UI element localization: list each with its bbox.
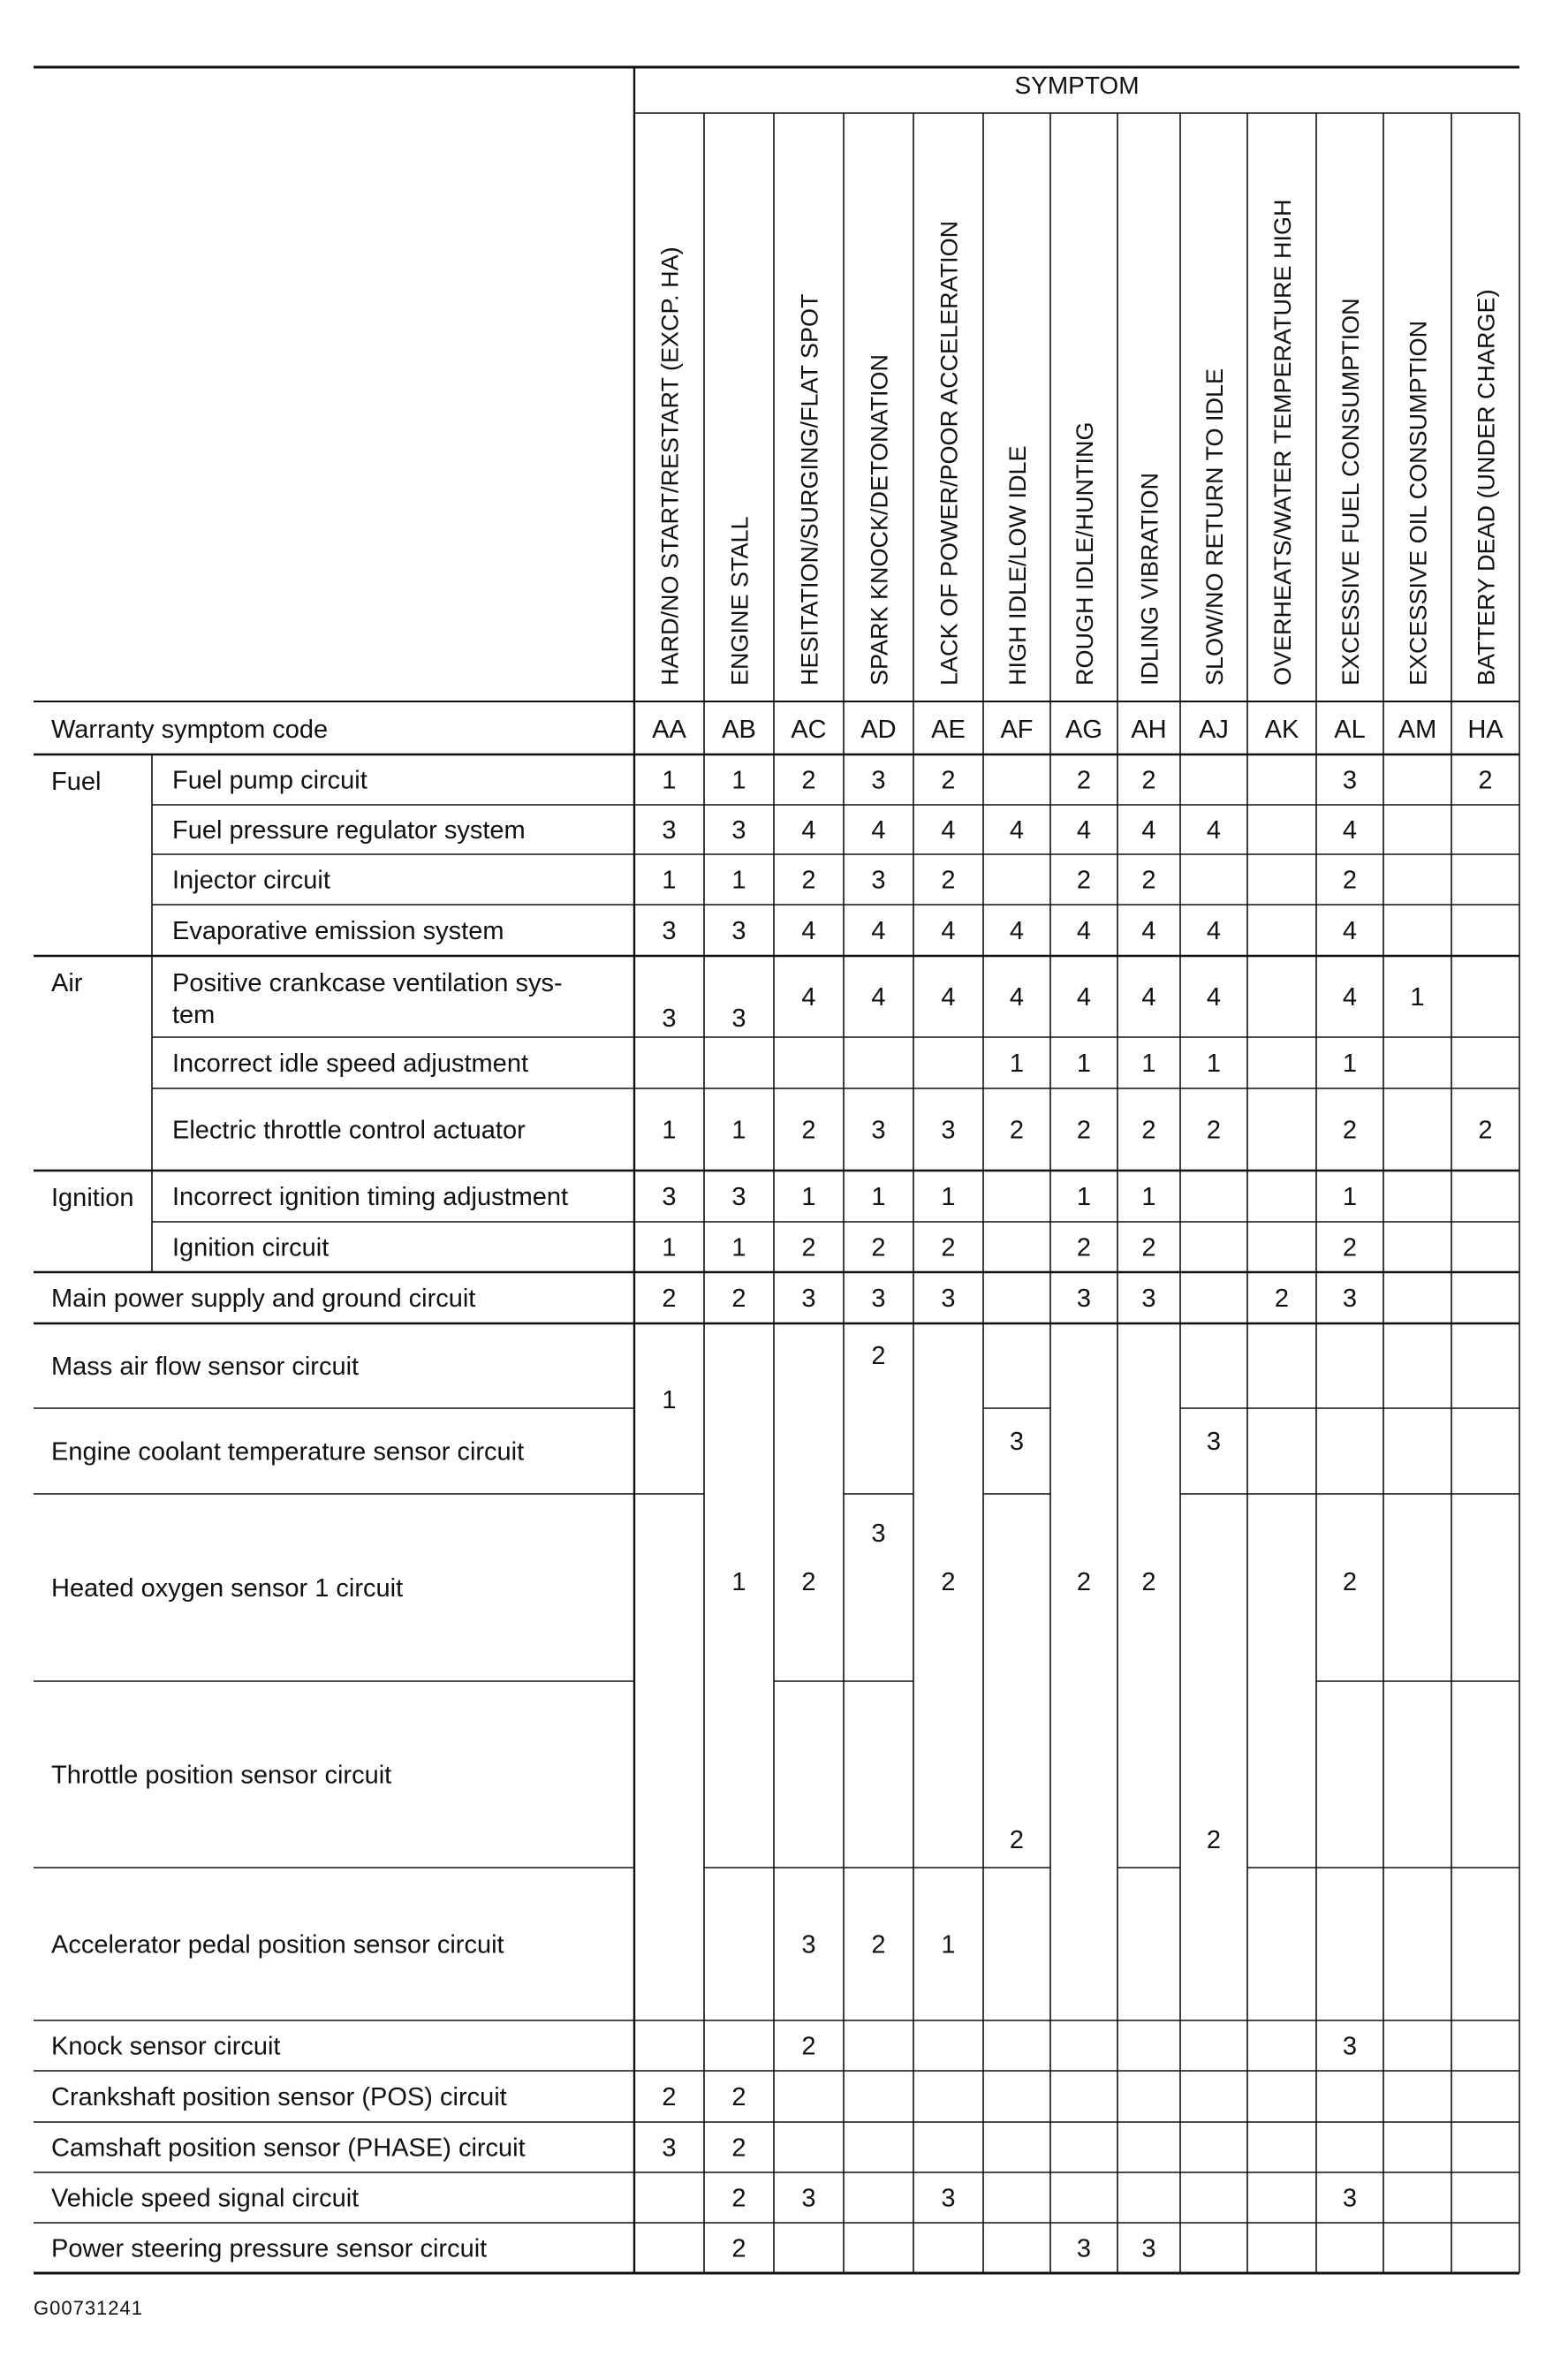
cell-value: 3 xyxy=(1342,2032,1358,2061)
cell-value: 3 xyxy=(731,917,746,945)
cell-value: 1 xyxy=(662,1116,677,1145)
cell-value: 2 xyxy=(1342,1233,1358,1262)
cell-value: 3 xyxy=(1009,1428,1025,1456)
cell-value: 2 xyxy=(941,766,956,795)
cell-value: 2 xyxy=(731,1285,746,1313)
cell-value: 3 xyxy=(1206,1428,1222,1456)
row-label: Mass air flow sensor circuit xyxy=(51,1353,360,1381)
row-label: Incorrect idle speed adjustment xyxy=(172,1050,528,1078)
row-label: Ignition circuit xyxy=(172,1233,330,1262)
cell-value: 4 xyxy=(1009,917,1025,945)
symptom-code: AA xyxy=(652,716,686,744)
cell-value: 3 xyxy=(801,1285,816,1313)
cell-value: 4 xyxy=(871,917,886,945)
cell-value: 3 xyxy=(662,2134,677,2163)
cell-value: 2 xyxy=(731,2134,746,2163)
cell-value: 3 xyxy=(662,1183,677,1211)
symptom-name: EXCESSIVE OIL CONSUMPTION xyxy=(1405,320,1432,686)
cell-value: 4 xyxy=(1206,917,1222,945)
cell-value: 1 xyxy=(1206,1050,1222,1078)
symptom-name: OVERHEATS/WATER TEMPERATURE HIGH xyxy=(1269,199,1296,686)
symptom-heading: SYMPTOM xyxy=(1014,72,1140,99)
cell-value: 1 xyxy=(1342,1183,1358,1211)
symptom-name: IDLING VIBRATION xyxy=(1136,472,1163,686)
cell-value: 1 xyxy=(662,866,677,895)
figure-id: G00731241 xyxy=(34,2297,143,2319)
cell-value: 1 xyxy=(871,1183,886,1211)
cell-value: 1 xyxy=(662,1233,677,1262)
row-label: Injector circuit xyxy=(172,866,330,895)
code-row-label: Warranty symptom code xyxy=(51,716,329,744)
cell-value: 2 xyxy=(1478,766,1493,795)
cell-value: 2 xyxy=(1342,1116,1358,1145)
cell-value: 1 xyxy=(1410,983,1425,1012)
cell-value: 4 xyxy=(1141,816,1156,845)
cell-value: 2 xyxy=(1274,1285,1290,1313)
cell-value: 2 xyxy=(1009,1826,1025,1854)
cell-value: 2 xyxy=(1478,1116,1493,1145)
cell-value: 2 xyxy=(731,2083,746,2111)
cell-value: 4 xyxy=(871,816,886,845)
row-label: Heated oxygen sensor 1 circuit xyxy=(51,1574,404,1603)
symptom-name: SPARK KNOCK/DETONATION xyxy=(866,353,893,686)
cell-value: 2 xyxy=(1141,1233,1156,1262)
cell-value: 3 xyxy=(941,1285,956,1313)
symptom-name: HIGH IDLE/LOW IDLE xyxy=(1004,445,1031,686)
cell-value: 2 xyxy=(1076,1233,1092,1262)
symptom-name: EXCESSIVE FUEL CONSUMPTION xyxy=(1337,298,1364,686)
row-label: Accelerator pedal position sensor circuit xyxy=(51,1930,504,1959)
cell-value: 4 xyxy=(941,983,956,1012)
cell-value: 3 xyxy=(1342,1285,1358,1313)
cell-value: 2 xyxy=(731,2234,746,2263)
row-label: Electric throttle control actuator xyxy=(172,1116,526,1145)
group-label: Fuel xyxy=(51,768,102,796)
cell-value: 3 xyxy=(871,766,886,795)
row-label: Camshaft position sensor (PHASE) circuit xyxy=(51,2134,526,2163)
cell-value: 3 xyxy=(1342,766,1358,795)
table-text xyxy=(51,72,1504,2263)
symptom-code: AJ xyxy=(1199,716,1229,744)
row-label: Incorrect ignition timing adjustment xyxy=(172,1183,569,1211)
cell-value: 2 xyxy=(941,1568,956,1596)
symptom-code: AC xyxy=(791,716,827,744)
cell-value: 4 xyxy=(941,917,956,945)
cell-value: 4 xyxy=(871,983,886,1012)
cell-value: 2 xyxy=(1141,1116,1156,1145)
cell-value: 2 xyxy=(731,2184,746,2213)
cell-value: 2 xyxy=(801,866,816,895)
symptom-code: HA xyxy=(1467,716,1504,744)
symptom-code: AM xyxy=(1398,716,1437,744)
cell-value: 3 xyxy=(731,1004,746,1033)
cell-value: 2 xyxy=(1342,1568,1358,1596)
cell-value: 4 xyxy=(1342,816,1358,845)
cell-value: 1 xyxy=(941,1930,956,1959)
symptom-code: AE xyxy=(931,716,966,744)
cell-value: 4 xyxy=(801,816,816,845)
cell-value: 2 xyxy=(941,1233,956,1262)
cell-value: 1 xyxy=(1141,1050,1156,1078)
symptom-name: BATTERY DEAD (UNDER CHARGE) xyxy=(1473,289,1500,686)
cell-value: 3 xyxy=(1076,2234,1092,2263)
cell-value: 4 xyxy=(1342,983,1358,1012)
symptom-code: AL xyxy=(1334,716,1366,744)
row-label: Power steering pressure sensor circuit xyxy=(51,2234,488,2263)
cell-value: 3 xyxy=(731,816,746,845)
cell-value: 4 xyxy=(801,983,816,1012)
cell-value: 3 xyxy=(801,1930,816,1959)
row-label: Positive crankcase ventilation sys- xyxy=(172,969,563,997)
cell-value: 2 xyxy=(801,1116,816,1145)
cell-value: 3 xyxy=(1076,1285,1092,1313)
cell-value: 3 xyxy=(801,2184,816,2213)
cell-value: 2 xyxy=(1076,1568,1092,1596)
cell-value: 2 xyxy=(662,1285,677,1313)
row-label: Main power supply and ground circuit xyxy=(51,1285,476,1313)
symptom-code: AB xyxy=(722,716,756,744)
cell-value: 2 xyxy=(801,2032,816,2061)
cell-value: 4 xyxy=(941,816,956,845)
cell-value: 3 xyxy=(941,2184,956,2213)
row-label: Throttle position sensor circuit xyxy=(51,1761,392,1790)
cell-value: 2 xyxy=(801,1568,816,1596)
symptom-name: LACK OF POWER/POOR ACCELERATION xyxy=(936,220,963,686)
cell-value: 3 xyxy=(662,917,677,945)
cell-value: 4 xyxy=(1076,816,1092,845)
symptom-code: AK xyxy=(1264,716,1299,744)
cell-value: 1 xyxy=(1076,1183,1092,1211)
cell-value: 2 xyxy=(801,1233,816,1262)
cell-value: 3 xyxy=(871,866,886,895)
cell-value: 4 xyxy=(1076,983,1092,1012)
group-label: Air xyxy=(51,969,83,997)
cell-value: 3 xyxy=(1141,2234,1156,2263)
cell-value: 2 xyxy=(1076,1116,1092,1145)
cell-value: 1 xyxy=(662,766,677,795)
cell-value: 4 xyxy=(1009,983,1025,1012)
cell-value: 2 xyxy=(1076,866,1092,895)
cell-value: 1 xyxy=(1141,1183,1156,1211)
cell-value: 1 xyxy=(662,1386,677,1414)
row-label: Vehicle speed signal circuit xyxy=(51,2184,360,2213)
cell-value: 2 xyxy=(1076,766,1092,795)
row-label: Fuel pressure regulator system xyxy=(172,816,526,845)
cell-value: 2 xyxy=(1206,1826,1222,1854)
cell-value: 1 xyxy=(731,1233,746,1262)
cell-value: 2 xyxy=(1141,766,1156,795)
cell-value: 3 xyxy=(1342,2184,1358,2213)
cell-value: 1 xyxy=(801,1183,816,1211)
row-label: tem xyxy=(172,1001,216,1029)
cell-value: 2 xyxy=(941,866,956,895)
group-label: Ignition xyxy=(51,1184,134,1212)
cell-value: 2 xyxy=(1342,866,1358,895)
cell-value: 2 xyxy=(871,1930,886,1959)
cell-value: 4 xyxy=(1076,917,1092,945)
cell-value: 4 xyxy=(801,917,816,945)
symptom-code: AF xyxy=(1000,716,1034,744)
cell-value: 3 xyxy=(871,1520,886,1548)
row-label: Engine coolant temperature sensor circuit xyxy=(51,1437,525,1467)
symptom-code: AH xyxy=(1131,716,1167,744)
cell-value: 2 xyxy=(1206,1116,1222,1145)
row-label: Fuel pump circuit xyxy=(172,766,367,795)
cell-value: 2 xyxy=(871,1342,886,1370)
cell-value: 2 xyxy=(871,1233,886,1262)
cell-value: 2 xyxy=(801,766,816,795)
cell-value: 1 xyxy=(1342,1050,1358,1078)
symptom-name: SLOW/NO RETURN TO IDLE xyxy=(1201,368,1228,686)
symptom-name: ROUGH IDLE/HUNTING xyxy=(1072,421,1098,686)
cell-value: 3 xyxy=(731,1183,746,1211)
cell-value: 4 xyxy=(1141,983,1156,1012)
cell-value: 3 xyxy=(941,1116,956,1145)
cell-value: 3 xyxy=(871,1116,886,1145)
cell-value: 2 xyxy=(1141,866,1156,895)
cell-value: 2 xyxy=(1141,1568,1156,1596)
row-label: Evaporative emission system xyxy=(172,917,504,945)
row-label: Crankshaft position sensor (POS) circuit xyxy=(51,2083,507,2111)
symptom-code: AD xyxy=(860,716,897,744)
cell-value: 1 xyxy=(731,1116,746,1145)
row-label: Knock sensor circuit xyxy=(51,2032,281,2061)
cell-value: 1 xyxy=(1009,1050,1025,1078)
symptom-name: HESITATION/SURGING/FLAT SPOT xyxy=(796,293,823,686)
cell-value: 4 xyxy=(1141,917,1156,945)
cell-value: 1 xyxy=(731,866,746,895)
cell-value: 4 xyxy=(1009,816,1025,845)
cell-value: 3 xyxy=(1141,1285,1156,1313)
cell-value: 1 xyxy=(731,1568,746,1596)
cell-value: 3 xyxy=(871,1285,886,1313)
symptom-name: HARD/NO START/RESTART (EXCP. HA) xyxy=(656,246,684,686)
cell-value: 1 xyxy=(941,1183,956,1211)
cell-value: 4 xyxy=(1206,983,1222,1012)
symptom-name: ENGINE STALL xyxy=(726,516,754,686)
cell-value: 3 xyxy=(662,816,677,845)
cell-value: 4 xyxy=(1206,816,1222,845)
cell-value: 2 xyxy=(662,2083,677,2111)
symptom-code: AG xyxy=(1065,716,1102,744)
cell-value: 3 xyxy=(662,1004,677,1033)
cell-value: 1 xyxy=(731,766,746,795)
cell-value: 4 xyxy=(1342,917,1358,945)
cell-value: 1 xyxy=(1076,1050,1092,1078)
cell-value: 2 xyxy=(1009,1116,1025,1145)
